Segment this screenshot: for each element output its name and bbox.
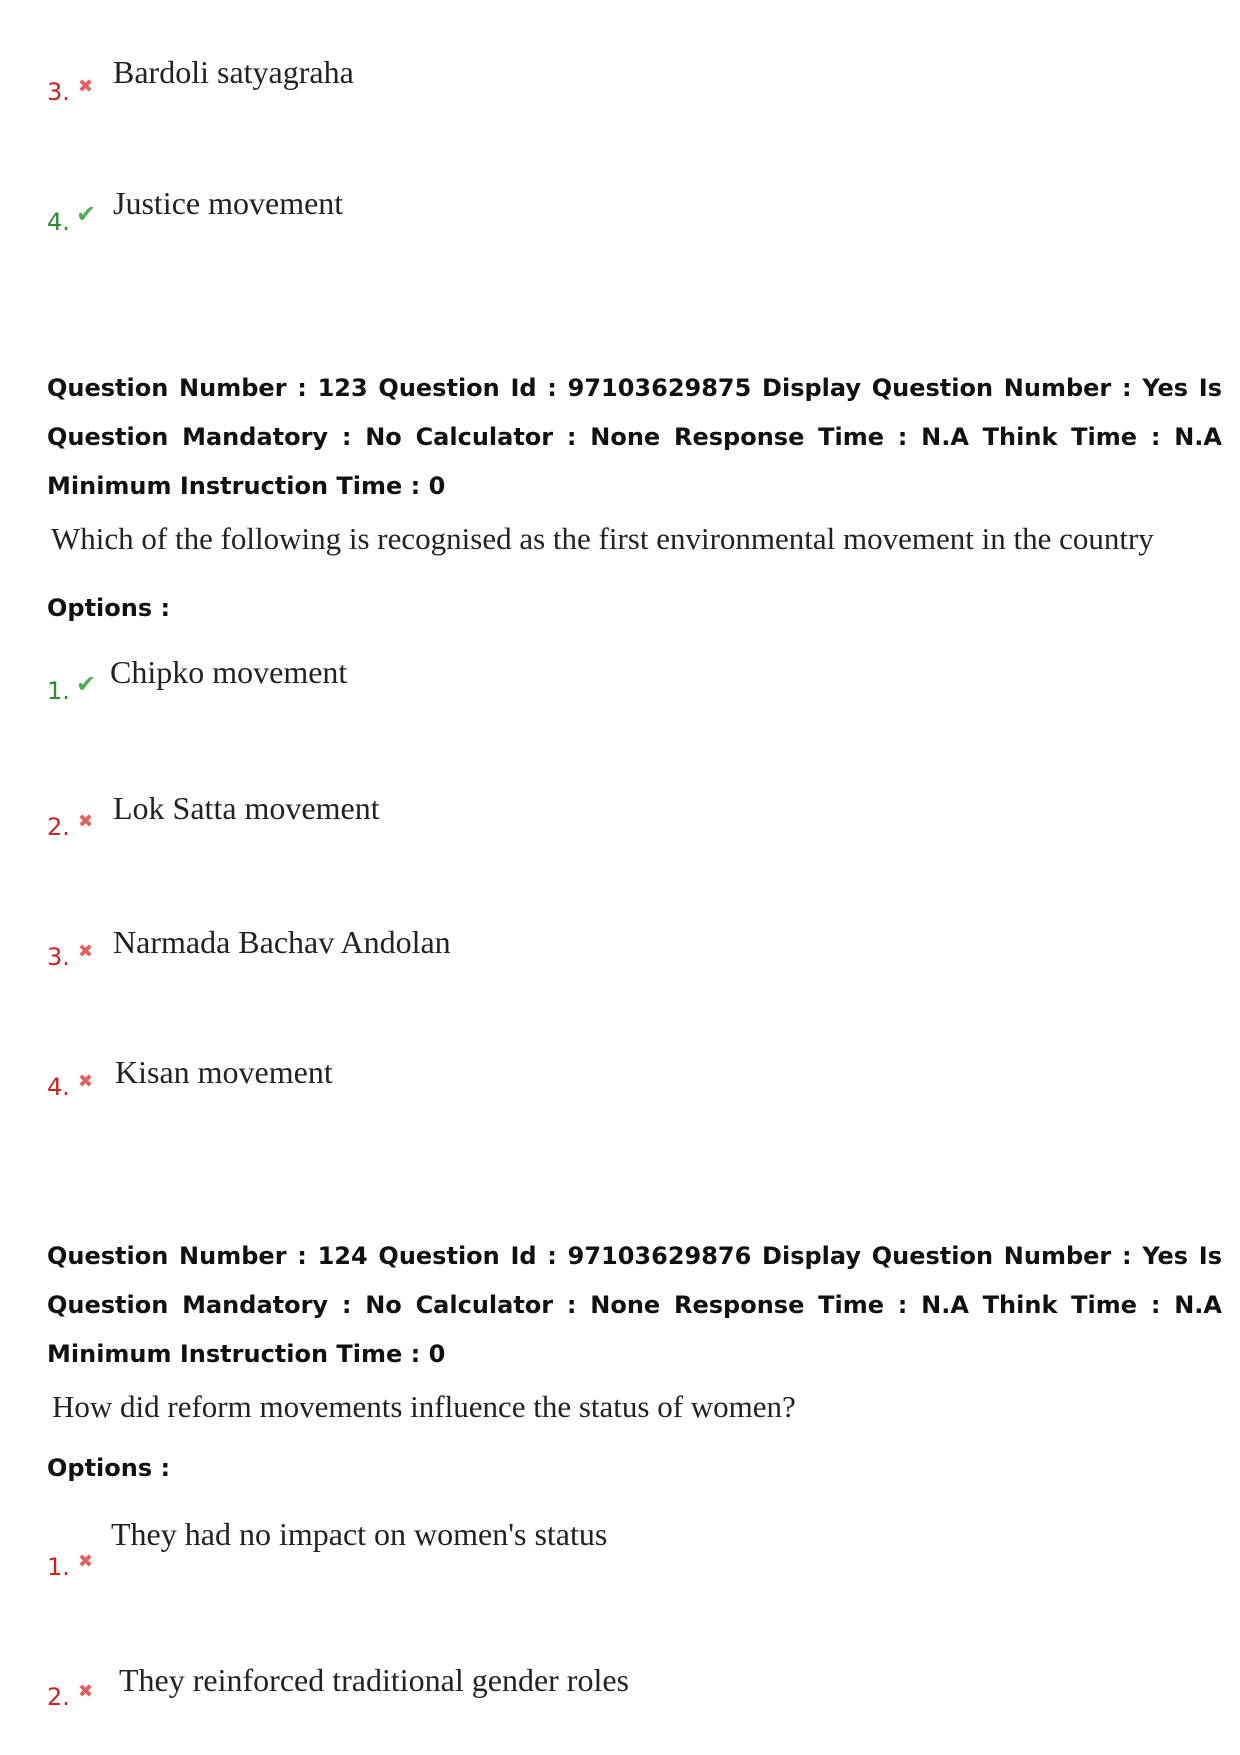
- option-text: Bardoli satyagraha: [113, 54, 354, 90]
- option-number: 3.: [47, 943, 70, 971]
- option-text: Kisan movement: [115, 1054, 333, 1090]
- option-number: 2.: [47, 813, 70, 841]
- option-text: Lok Satta movement: [113, 790, 380, 826]
- option-number: 4.: [47, 1073, 70, 1101]
- option-text: Narmada Bachav Andolan: [113, 924, 451, 960]
- cross-mark-icon: ✖: [78, 941, 94, 962]
- option-text: Justice movement: [113, 185, 344, 221]
- option-number: 2.: [47, 1683, 70, 1711]
- question-text: Which of the following is recognised as the first environmental movement in the country: [51, 521, 1154, 556]
- option-number: 3.: [47, 78, 70, 106]
- option-number: 1.: [47, 677, 70, 705]
- cross-mark-icon: ✖: [78, 1551, 94, 1572]
- question-meta: Question Number : 123 Question Id : 97103629875 Display Question Number : Yes Is Question Mandatory : No Calculator : None Response Time : N.A Think Time : N.A Minimum Instruction Time : 0: [47, 374, 1222, 500]
- cross-mark-icon: ✖: [78, 76, 94, 97]
- option-number: 1.: [47, 1553, 70, 1581]
- question-meta: Question Number : 124 Question Id : 97103629876 Display Question Number : Yes Is Question Mandatory : No Calculator : None Response Time : N.A Think Time : N.A Minimum Instruction Time : 0: [47, 1242, 1222, 1368]
- option-row: [47, 208, 70, 236]
- check-mark-icon: ✔: [76, 670, 97, 698]
- cross-mark-icon: ✖: [78, 1071, 94, 1092]
- question-text: How did reform movements influence the status of women?: [52, 1389, 796, 1424]
- option-text: They reinforced traditional gender roles: [119, 1662, 629, 1698]
- cross-mark-icon: ✖: [78, 1681, 94, 1702]
- options-label: Options :: [47, 1454, 171, 1482]
- option-text: Chipko movement: [110, 654, 348, 690]
- cross-mark-icon: ✖: [78, 811, 94, 832]
- option-text: They had no impact on women's status: [111, 1516, 608, 1552]
- options-label: Options :: [47, 594, 171, 622]
- option-row: [47, 78, 70, 106]
- check-mark-icon: ✔: [76, 200, 97, 228]
- option-number: 4.: [47, 208, 70, 236]
